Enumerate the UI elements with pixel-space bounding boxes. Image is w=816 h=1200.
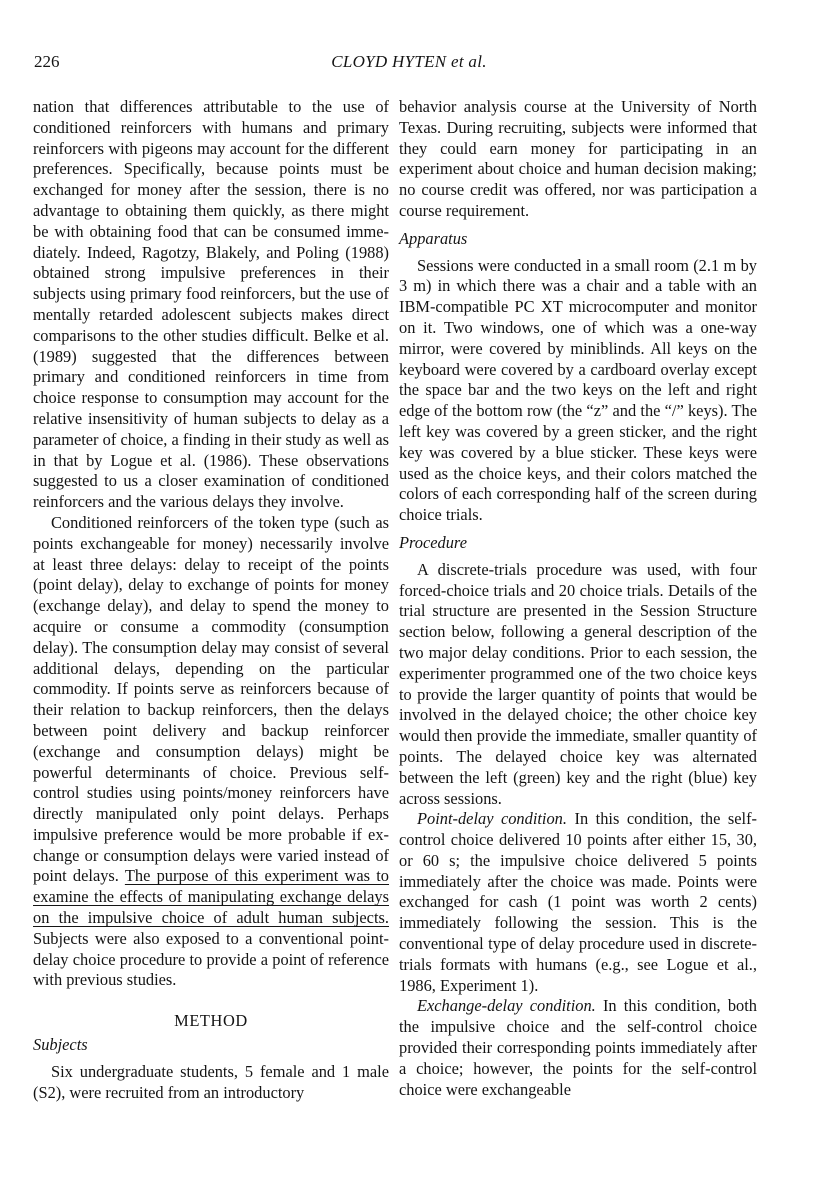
paragraph-exchange-delay [399, 996, 757, 1100]
run-in-heading-exchange-delay: Exchange-delay condition. [417, 996, 596, 1016]
paragraph-point-delay [399, 809, 757, 996]
paragraph-continuation: nation that differences attributable to the use of conditioned reinforcers with humans and primary reinforcers with pigeons may account for the different preferences. Specifically, because points must be exchanged for money after the session, there is no advantage to obtaining them quickly, as there might be with obtaining food that can be consumed immediately. Indeed, Ragotzy, Blakely, and Poling (1988) obtained strong impulsive preferences in their subjects using primary food reinforcers, but the use of mentally retarded adolescent subjects makes direct comparisons to the other studies difficult. Belke et al. (1989) suggested that the differences between primary and conditioned reinforcers in time from choice response to consumption may account for the relative insensitivity of human subjects to delay as a parameter of choice, a finding in their study as well as in that by Logue et al. (1986). These observations suggested to us a closer examination of conditioned reinforcers and the various delays they involve. [33, 97, 389, 512]
subsection-heading-apparatus: Apparatus [399, 228, 468, 248]
paragraph-text: Conditioned reinforcers of the token type (such as points exchangeable for money) necessarily involve at least three delays: delay to receipt of the points (point delay), delay to exchange of points for money (exchange delay), and delay to spend the money to acquire or consume a commodity (consumption delay). The consumption delay may consist of several additional delays, depending on the particular commodity. If points serve as reinforcers because of their relation to backup reinforcers, then the delays between point delivery and backup reinforcer (exchange and consumption delays) might be powerful determinants of choice. Previous self-control studies using points/money reinforcers have directly manipulated only point delays. Perhaps impulsive preference would be more probable if exchange or consumption delays were varied instead of point delays. [33, 512, 389, 886]
running-head: CLOYD HYTEN et al. [331, 52, 487, 71]
paragraph-text: In this condition, both the impulsive choice and the self-control choice provided their corresponding points immediately after a choice; however, the points for the self-control choice were exchangeable [399, 996, 757, 1099]
paragraph-conditioned-reinforcers [33, 513, 389, 991]
paragraph-text: Subjects were also exposed to a conventional point-delay choice procedure to provide a point of reference with previous studies. [33, 928, 389, 990]
paragraph-apparatus: Sessions were conducted in a small room (2.1 m by 3 m) in which there was a chair and a table with an IBM-compatible PC XT microcomputer and monitor on it. Two windows, one of which was a one-way mirror, were covered by miniblinds. All keys on the keyboard were covered by a cardboard overlay except the space bar and the two keys on the left and right edge of the bottom row (the “z” and the “/” keys). The left key was covered by a green sticker, and the right key was covered by a blue sticker. These keys were used as the choice keys, and their colors matched the colors of each corresponding half of the screen during choice trials. [399, 255, 757, 525]
run-in-heading-point-delay: Point-delay condition. [417, 809, 567, 829]
paragraph-procedure: A discrete-trials procedure was used, with four forced-choice trials and 20 choice trials. Details of the trial structure are presented in the Session Structure section below, following a general description of the two major delay conditions. Prior to each session, the experimenter programmed one of the two choice keys to provide the larger quantity of points that would be involved in the delayed choice; the other choice key would then provide the immediate, smaller quantity of points. The delayed choice key was alternated between the left (green) key and the right (blue) key across sessions. [399, 559, 757, 808]
page-header [34, 52, 784, 76]
paragraph-text: In this condition, the self-control choice delivered 10 points after either 15, 30, or 60 s; the impulsive choice delivered 5 points immediately after the choice was made. Points were exchanged for cash (1 point was worth 2 cents) immediately following the session. This is the conventional type of delay procedure used in discrete-trials formats with humans (e.g., see Logue et al., 1986, Experiment 1). [399, 809, 757, 995]
right-column [399, 97, 757, 1100]
page-number: 226 [34, 52, 60, 71]
left-column [33, 97, 389, 1104]
paragraph-subjects-continued: behavior analysis course at the University of North Texas. During recruiting, subjects were informed that they could earn money for participating in an experiment about choice and human decision making; no course credit was offered, nor was participation a course requirement. [399, 97, 757, 220]
subsection-heading-subjects: Subjects [33, 1035, 88, 1055]
paragraph-subjects: Six undergraduate students, 5 female and 1 male (S2), were recruited from an introductory [33, 1062, 389, 1102]
subsection-heading-procedure: Procedure [399, 532, 467, 552]
section-heading-method: METHOD [174, 1011, 248, 1031]
underlined-purpose-statement: The purpose of this experiment was to examine the effects of manipulating exchange delays on the impulsive choice of adult human subjects. [33, 866, 390, 928]
